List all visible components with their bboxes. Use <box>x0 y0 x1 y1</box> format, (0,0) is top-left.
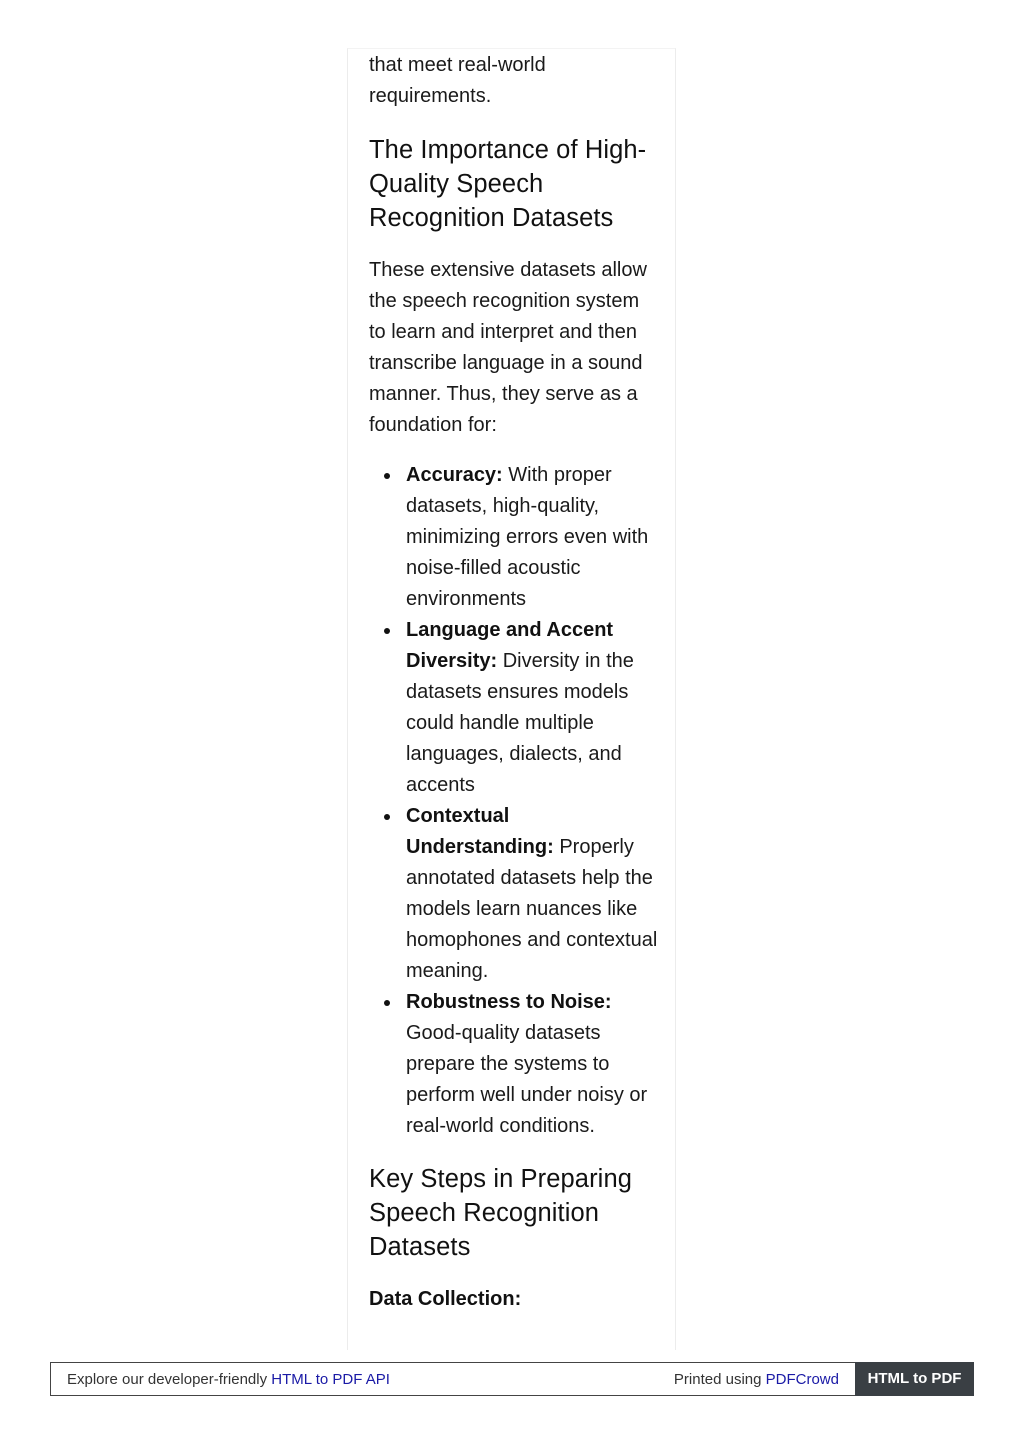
importance-paragraph: These extensive datasets allow the speech recognition system to learn and interpret and then transcribe language in a sound manner. Thus, they serve as a foundation for: <box>369 259 647 436</box>
footer-explore <box>67 1371 390 1388</box>
html-to-pdf-api-link[interactable]: HTML to PDF API <box>271 1371 390 1388</box>
bullet-icon <box>384 1000 390 1006</box>
footer-explore-text: Explore our developer-friendly <box>67 1371 268 1388</box>
bullet-icon <box>384 473 390 479</box>
benefit-term: Language and Accent Diversity: <box>406 619 614 672</box>
article-column <box>347 48 676 1350</box>
list-item-language-diversity <box>369 615 659 801</box>
benefit-description: With proper datasets, high-quality, minimizing errors even with noise-filled acoustic environments <box>406 464 649 610</box>
key-steps-heading: Key Steps in Preparing Speech Recognition Datasets <box>369 1165 633 1261</box>
benefit-term: Accuracy: <box>406 464 503 486</box>
pdfcrowd-footer <box>50 1362 974 1396</box>
benefit-description: Good-quality datasets prepare the systems to perform well under noisy or real-world conditions. <box>406 1022 648 1137</box>
bullet-icon <box>384 628 390 634</box>
benefit-description: Diversity in the datasets ensures models could handle multiple languages, dialects, and accents <box>406 650 634 796</box>
importance-heading: The Importance of High-Quality Speech Recognition Datasets <box>369 136 647 232</box>
data-collection-heading: Data Collection: <box>369 1288 522 1310</box>
benefit-term: Contextual Understanding: <box>406 805 554 858</box>
html-to-pdf-badge[interactable]: HTML to PDF <box>855 1362 974 1396</box>
benefit-term: Robustness to Noise: <box>406 991 612 1013</box>
bullet-icon <box>384 814 390 820</box>
benefit-description: Properly annotated datasets help the models learn nuances like homophones and contextual meaning. <box>406 836 658 982</box>
article-content <box>369 49 659 1315</box>
benefits-list <box>369 460 659 1142</box>
list-item-accuracy <box>369 460 659 615</box>
footer-printed-text: Printed using <box>673 1371 762 1388</box>
pdfcrowd-link[interactable]: PDFCrowd <box>765 1371 839 1388</box>
list-item-robustness <box>369 987 659 1142</box>
intro-paragraph-fragment: that meet real-world requirements. <box>369 54 546 107</box>
footer-printed <box>674 1371 839 1388</box>
list-item-contextual-understanding <box>369 801 659 987</box>
